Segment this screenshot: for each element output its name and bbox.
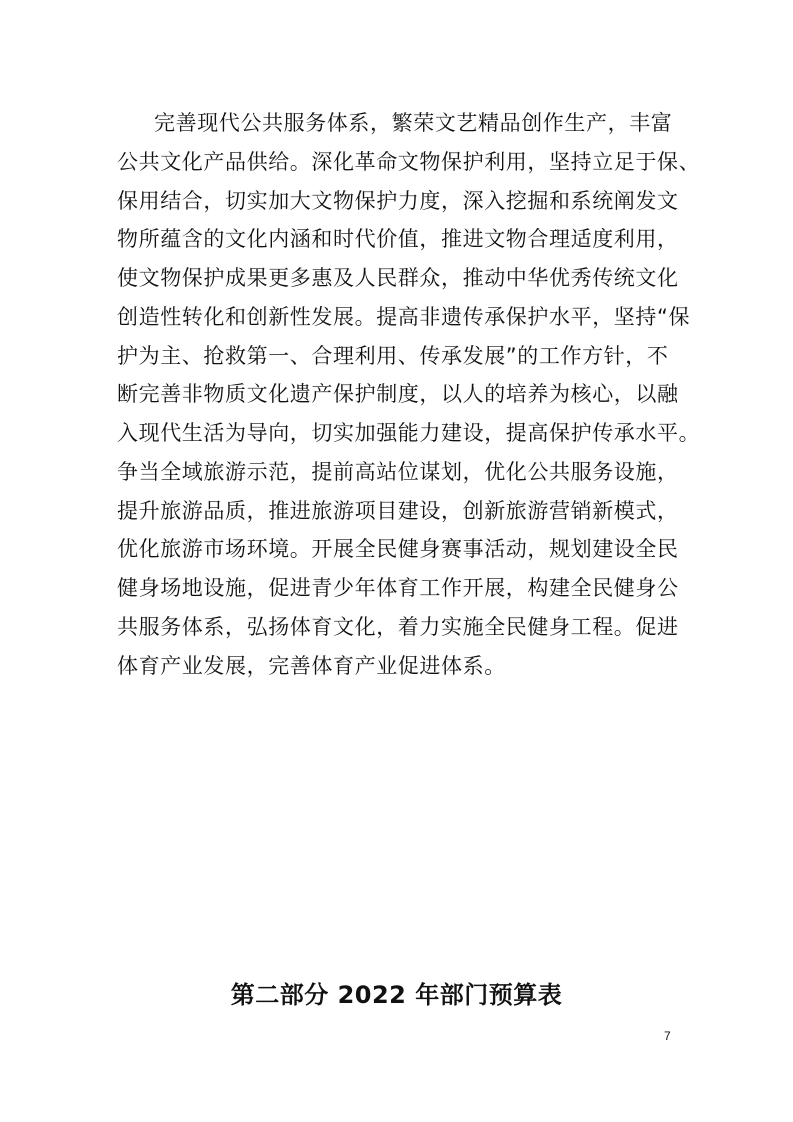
- paragraph-line: 健身场地设施，促进青少年体育工作开展，构建全民健身公: [117, 576, 679, 600]
- section-heading: 第二部分 2022 年部门预算表: [230, 981, 563, 1009]
- paragraph-line: 共服务体系，弘扬体育文化，着力实施全民健身工程。促进: [117, 614, 679, 639]
- paragraph-line: 入现代生活为导向，切实加强能力建设，提高保护传承水平。: [117, 421, 701, 445]
- paragraph-line: 断完善非物质文化遗产保护制度，以人的培养为核心，以融: [117, 382, 679, 407]
- paragraph-line: 提升旅游品质，推进旅游项目建设，创新旅游营销新模式，: [117, 498, 679, 523]
- paragraph-line: 争当全域旅游示范，提前高站位谋划，优化公共服务设施，: [117, 459, 679, 484]
- body-paragraph: [117, 104, 701, 685]
- paragraph-line: 使文物保护成果更多惠及人民群众，推动中华优秀传统文化: [117, 266, 679, 290]
- paragraph-line: 公共文化产品供给。深化革命文物保护利用，坚持立足于保、: [117, 149, 701, 174]
- paragraph-line: 保用结合，切实加大文物保护力度，深入挖掘和系统阐发文: [117, 188, 679, 213]
- paragraph-line: 创造性转化和创新性发展。提高非遗传承保护水平，坚持“保: [117, 304, 691, 329]
- paragraph-line: 物所蕴含的文化内涵和时代价值，推进文物合理适度利用，: [117, 227, 679, 252]
- paragraph-line: 完善现代公共服务体系，繁荣文艺精品创作生产，丰富: [154, 111, 673, 135]
- paragraph-line: 优化旅游市场环境。开展全民健身赛事活动，规划建设全民: [117, 537, 679, 562]
- page-number: 7: [664, 1029, 671, 1043]
- paragraph-line: 体育产业发展，完善体育产业促进体系。: [117, 653, 506, 678]
- paragraph-line: 护为主、抢救第一、合理利用、传承发展”的工作方针，不: [117, 343, 669, 368]
